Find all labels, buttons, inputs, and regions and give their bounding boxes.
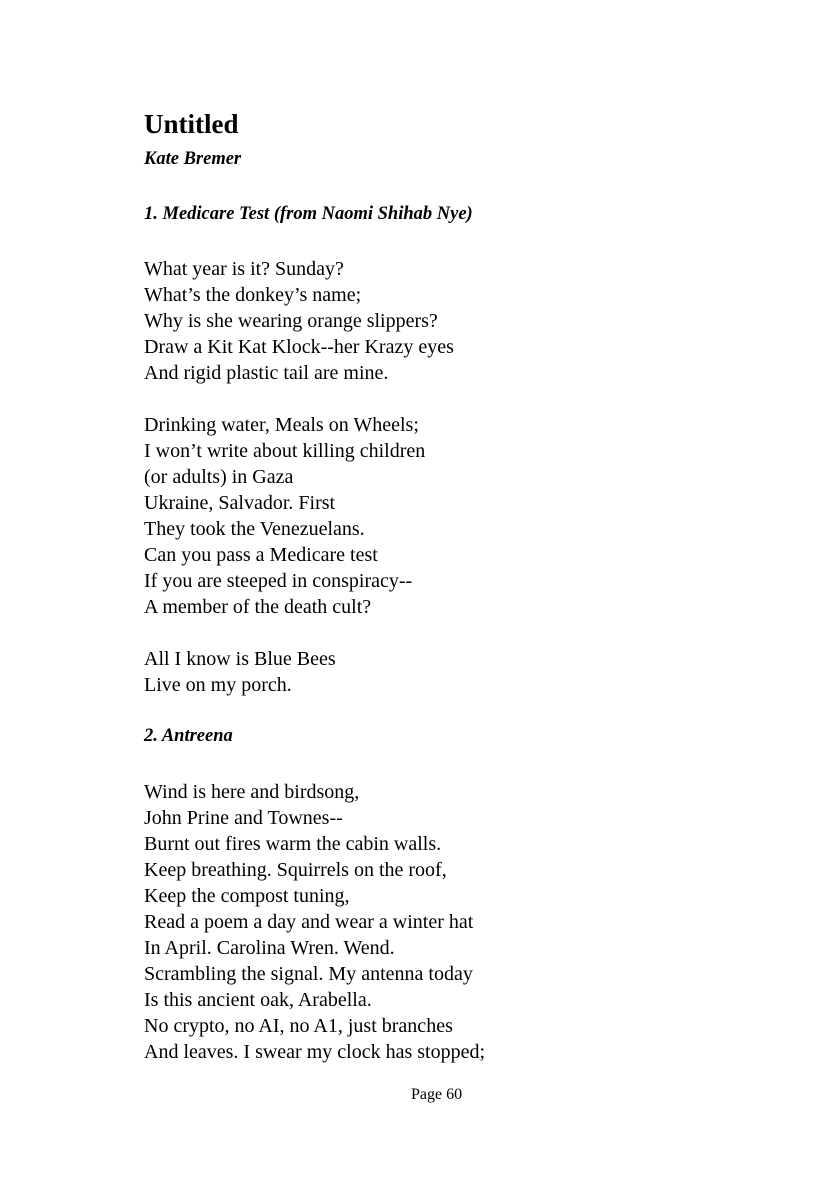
stanza-1-1 [144, 256, 454, 386]
poem-line: Why is she wearing orange slippers? [144, 310, 438, 332]
poem-line: If you are steeped in conspiracy-- [144, 570, 413, 592]
poem-line: Live on my porch. [144, 674, 292, 696]
poem-line: They took the Venezuelans. [144, 518, 365, 540]
poem-line: Keep breathing. Squirrels on the roof, [144, 859, 447, 881]
poem-title: Untitled [144, 109, 239, 139]
poem-line: I won’t write about killing children [144, 440, 426, 462]
poem-line: Is this ancient oak, Arabella. [144, 989, 372, 1011]
poem-line: A member of the death cult? [144, 596, 372, 618]
poem-line: Keep the compost tuning, [144, 885, 350, 907]
poem-line: Can you pass a Medicare test [144, 544, 378, 566]
poem-line: John Prine and Townes-- [144, 807, 343, 829]
poem-line: What’s the donkey’s name; [144, 284, 362, 306]
poem-line: And rigid plastic tail are mine. [144, 362, 389, 384]
poem-line: Burnt out fires warm the cabin walls. [144, 833, 442, 855]
document-page [144, 0, 764, 1190]
stanza-1-3 [144, 646, 336, 698]
poem-line: What year is it? Sunday? [144, 258, 344, 280]
poem-line: Ukraine, Salvador. First [144, 492, 336, 514]
page-number: Page 60 [411, 1086, 463, 1103]
poem-line: Read a poem a day and wear a winter hat [144, 911, 474, 933]
stanza-1-2 [144, 412, 425, 620]
poem-line: In April. Carolina Wren. Wend. [144, 937, 395, 959]
poem-line: Scrambling the signal. My antenna today [144, 963, 473, 985]
poem-line: Draw a Kit Kat Klock--her Krazy eyes [144, 336, 454, 358]
stanza-2-1 [144, 779, 485, 1065]
poem-line: All I know is Blue Bees [144, 648, 336, 670]
poem-author: Kate Bremer [144, 149, 242, 169]
section-heading-2: 2. Antreena [144, 726, 233, 746]
poem-line: No crypto, no AI, no A1, just branches [144, 1015, 453, 1037]
poem-line: And leaves. I swear my clock has stopped; [144, 1041, 486, 1063]
poem-line: Drinking water, Meals on Wheels; [144, 414, 419, 436]
poem-line: (or adults) in Gaza [144, 466, 294, 488]
section-heading-1: 1. Medicare Test (from Naomi Shihab Nye) [144, 204, 473, 224]
poem-line: Wind is here and birdsong, [144, 781, 360, 803]
